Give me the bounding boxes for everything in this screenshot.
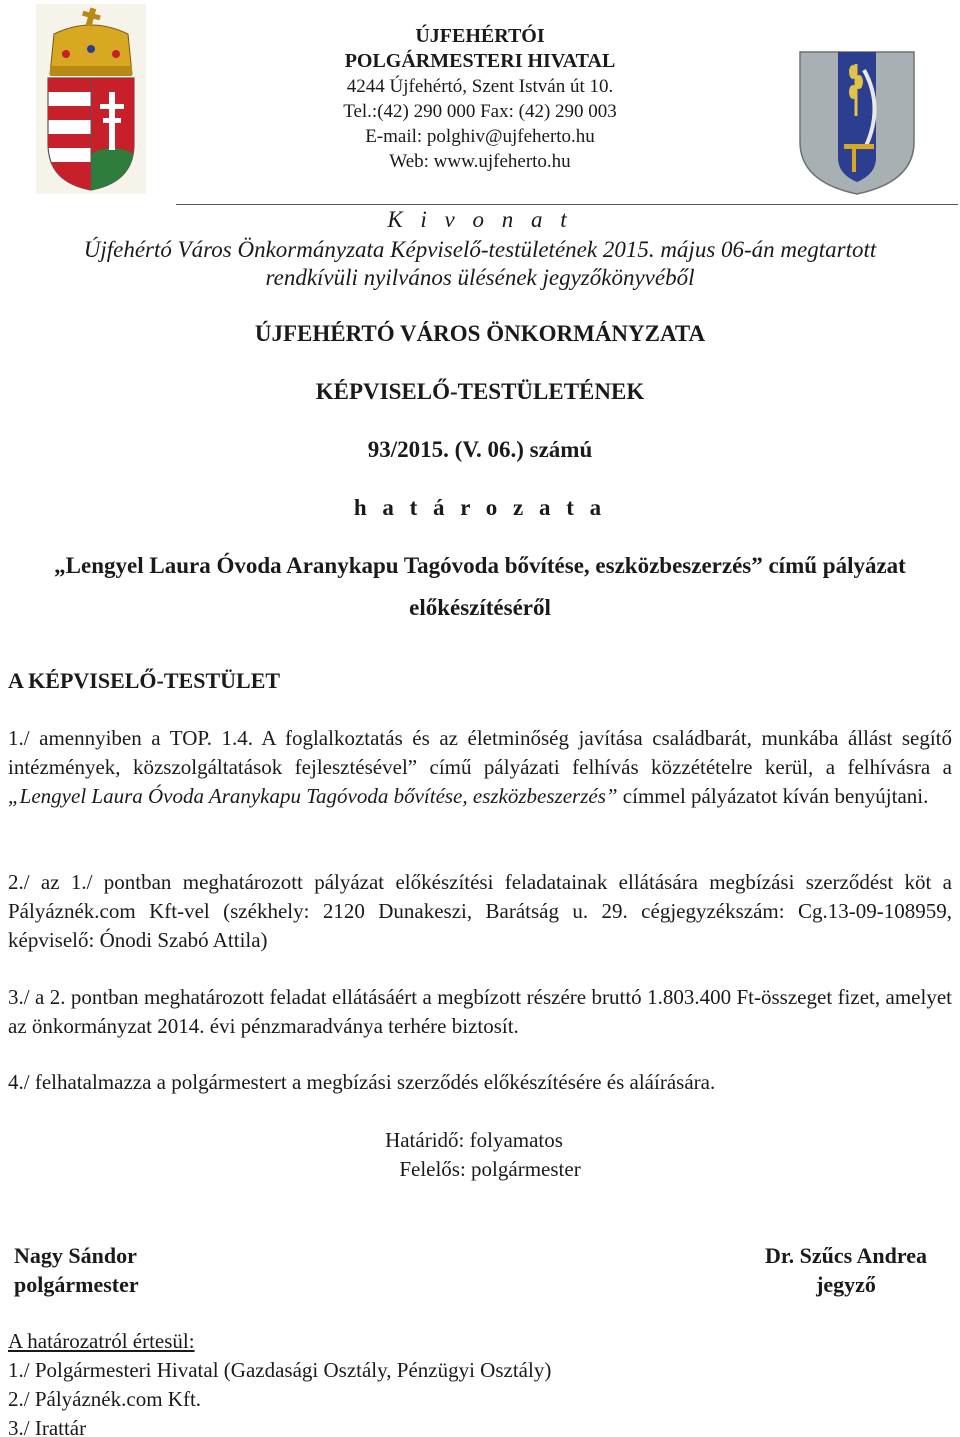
resolution-point-1 bbox=[8, 724, 952, 811]
distribution-list bbox=[8, 1327, 952, 1437]
hungarian-coat-of-arms-icon bbox=[36, 4, 146, 194]
distribution-heading: A határozatról értesül: bbox=[8, 1329, 195, 1353]
list-item: 3./ Irattár bbox=[8, 1416, 87, 1437]
point-1-text: 1./ amennyiben a TOP. 1.4. A foglalkoztatás és az életminőség javítása családbarát, munkába állást segítő intézmények, közszolgáltatások fejlesztésével” című pályázati felhívás közzétételre kerül, a felhívásra a bbox=[8, 726, 952, 779]
office-phone: Tel.:(42) 290 000 Fax: (42) 290 003 bbox=[343, 101, 617, 122]
office-name-line1: ÚJFEHÉRTÓI bbox=[415, 25, 545, 47]
header-divider bbox=[176, 204, 958, 205]
office-header bbox=[250, 24, 710, 174]
list-item: 2./ Pályáznék.com Kft. bbox=[8, 1387, 202, 1411]
kivonat-subtitle-line2: rendkívüli nyilvános ülésének jegyzőkönyvéből bbox=[265, 265, 695, 290]
notary-name: Dr. Szűcs Andrea bbox=[765, 1243, 927, 1268]
testulet-heading: A KÉPVISELŐ-TESTÜLET bbox=[8, 668, 281, 693]
office-name-line2: POLGÁRMESTERI HIVATAL bbox=[344, 50, 616, 72]
signature-left bbox=[14, 1241, 139, 1299]
city-coat-of-arms-icon bbox=[796, 46, 918, 198]
resolution-subject-line2: előkészítéséről bbox=[409, 595, 551, 620]
office-address: 4244 Újfehértó, Szent István út 10. bbox=[346, 76, 614, 97]
kivonat-subtitle-line1: Újfehértó Város Önkormányzata Képviselő-testületének 2015. május 06-án megtartott bbox=[83, 237, 877, 262]
resolution-point-2: 2./ az 1./ pontban meghatározott pályázat előkészítési feladatainak ellátására megbízási szerződést köt a Pályáznék.com Kft-vel (székhely: 2120 Dunakeszi, Barátság u. 29. cégjegyzékszám: Cg.13-09-108959, képviselő: Ónodi Szabó Attila) bbox=[8, 870, 952, 952]
resolution-number: 93/2015. (V. 06.) számú bbox=[367, 437, 593, 462]
resolution-point-3: 3./ a 2. pontban meghatározott feladat ellátásáért a megbízott részére bruttó 1.803.400 Ft-összeget fizet, amelyet az önkormányzat 2014. évi pénzmaradványa terhére biztosít. bbox=[8, 985, 952, 1038]
body-name-line2: KÉPVISELŐ-TESTÜLETÉNEK bbox=[315, 379, 645, 404]
mayor-name: Nagy Sándor bbox=[14, 1243, 137, 1268]
deadline: Határidő: folyamatos bbox=[385, 1128, 563, 1152]
office-email: E-mail: polghiv@ujfeherto.hu bbox=[365, 126, 595, 147]
point-1-text-end: címmel pályázatot kíván benyújtani. bbox=[617, 784, 929, 808]
signature-right bbox=[738, 1241, 954, 1299]
notary-title: jegyző bbox=[816, 1272, 876, 1297]
resolution-subject-line1: „Lengyel Laura Óvoda Aranykapu Tagóvoda bővítése, eszközbeszerzés” című pályázat bbox=[54, 553, 906, 578]
list-item: 1./ Polgármesteri Hivatal (Gazdasági Osztály, Pénzügyi Osztály) bbox=[8, 1358, 552, 1382]
mayor-title: polgármester bbox=[14, 1272, 139, 1297]
kivonat-heading: K i v o n a t bbox=[387, 207, 573, 232]
resolution-label: h a t á r o z a t a bbox=[353, 495, 607, 520]
resolution-point-4: 4./ felhatalmazza a polgármestert a megbízási szerződés előkészítésére és aláírására. bbox=[8, 1070, 716, 1094]
office-web: Web: www.ujfeherto.hu bbox=[389, 151, 571, 172]
point-1-project-title: „Lengyel Laura Óvoda Aranykapu Tagóvoda bővítése, eszközbeszerzés” bbox=[8, 784, 618, 808]
body-name-line1: ÚJFEHÉRTÓ VÁROS ÖNKORMÁNYZATA bbox=[254, 321, 706, 346]
responsible-person: Felelős: polgármester bbox=[399, 1157, 581, 1181]
